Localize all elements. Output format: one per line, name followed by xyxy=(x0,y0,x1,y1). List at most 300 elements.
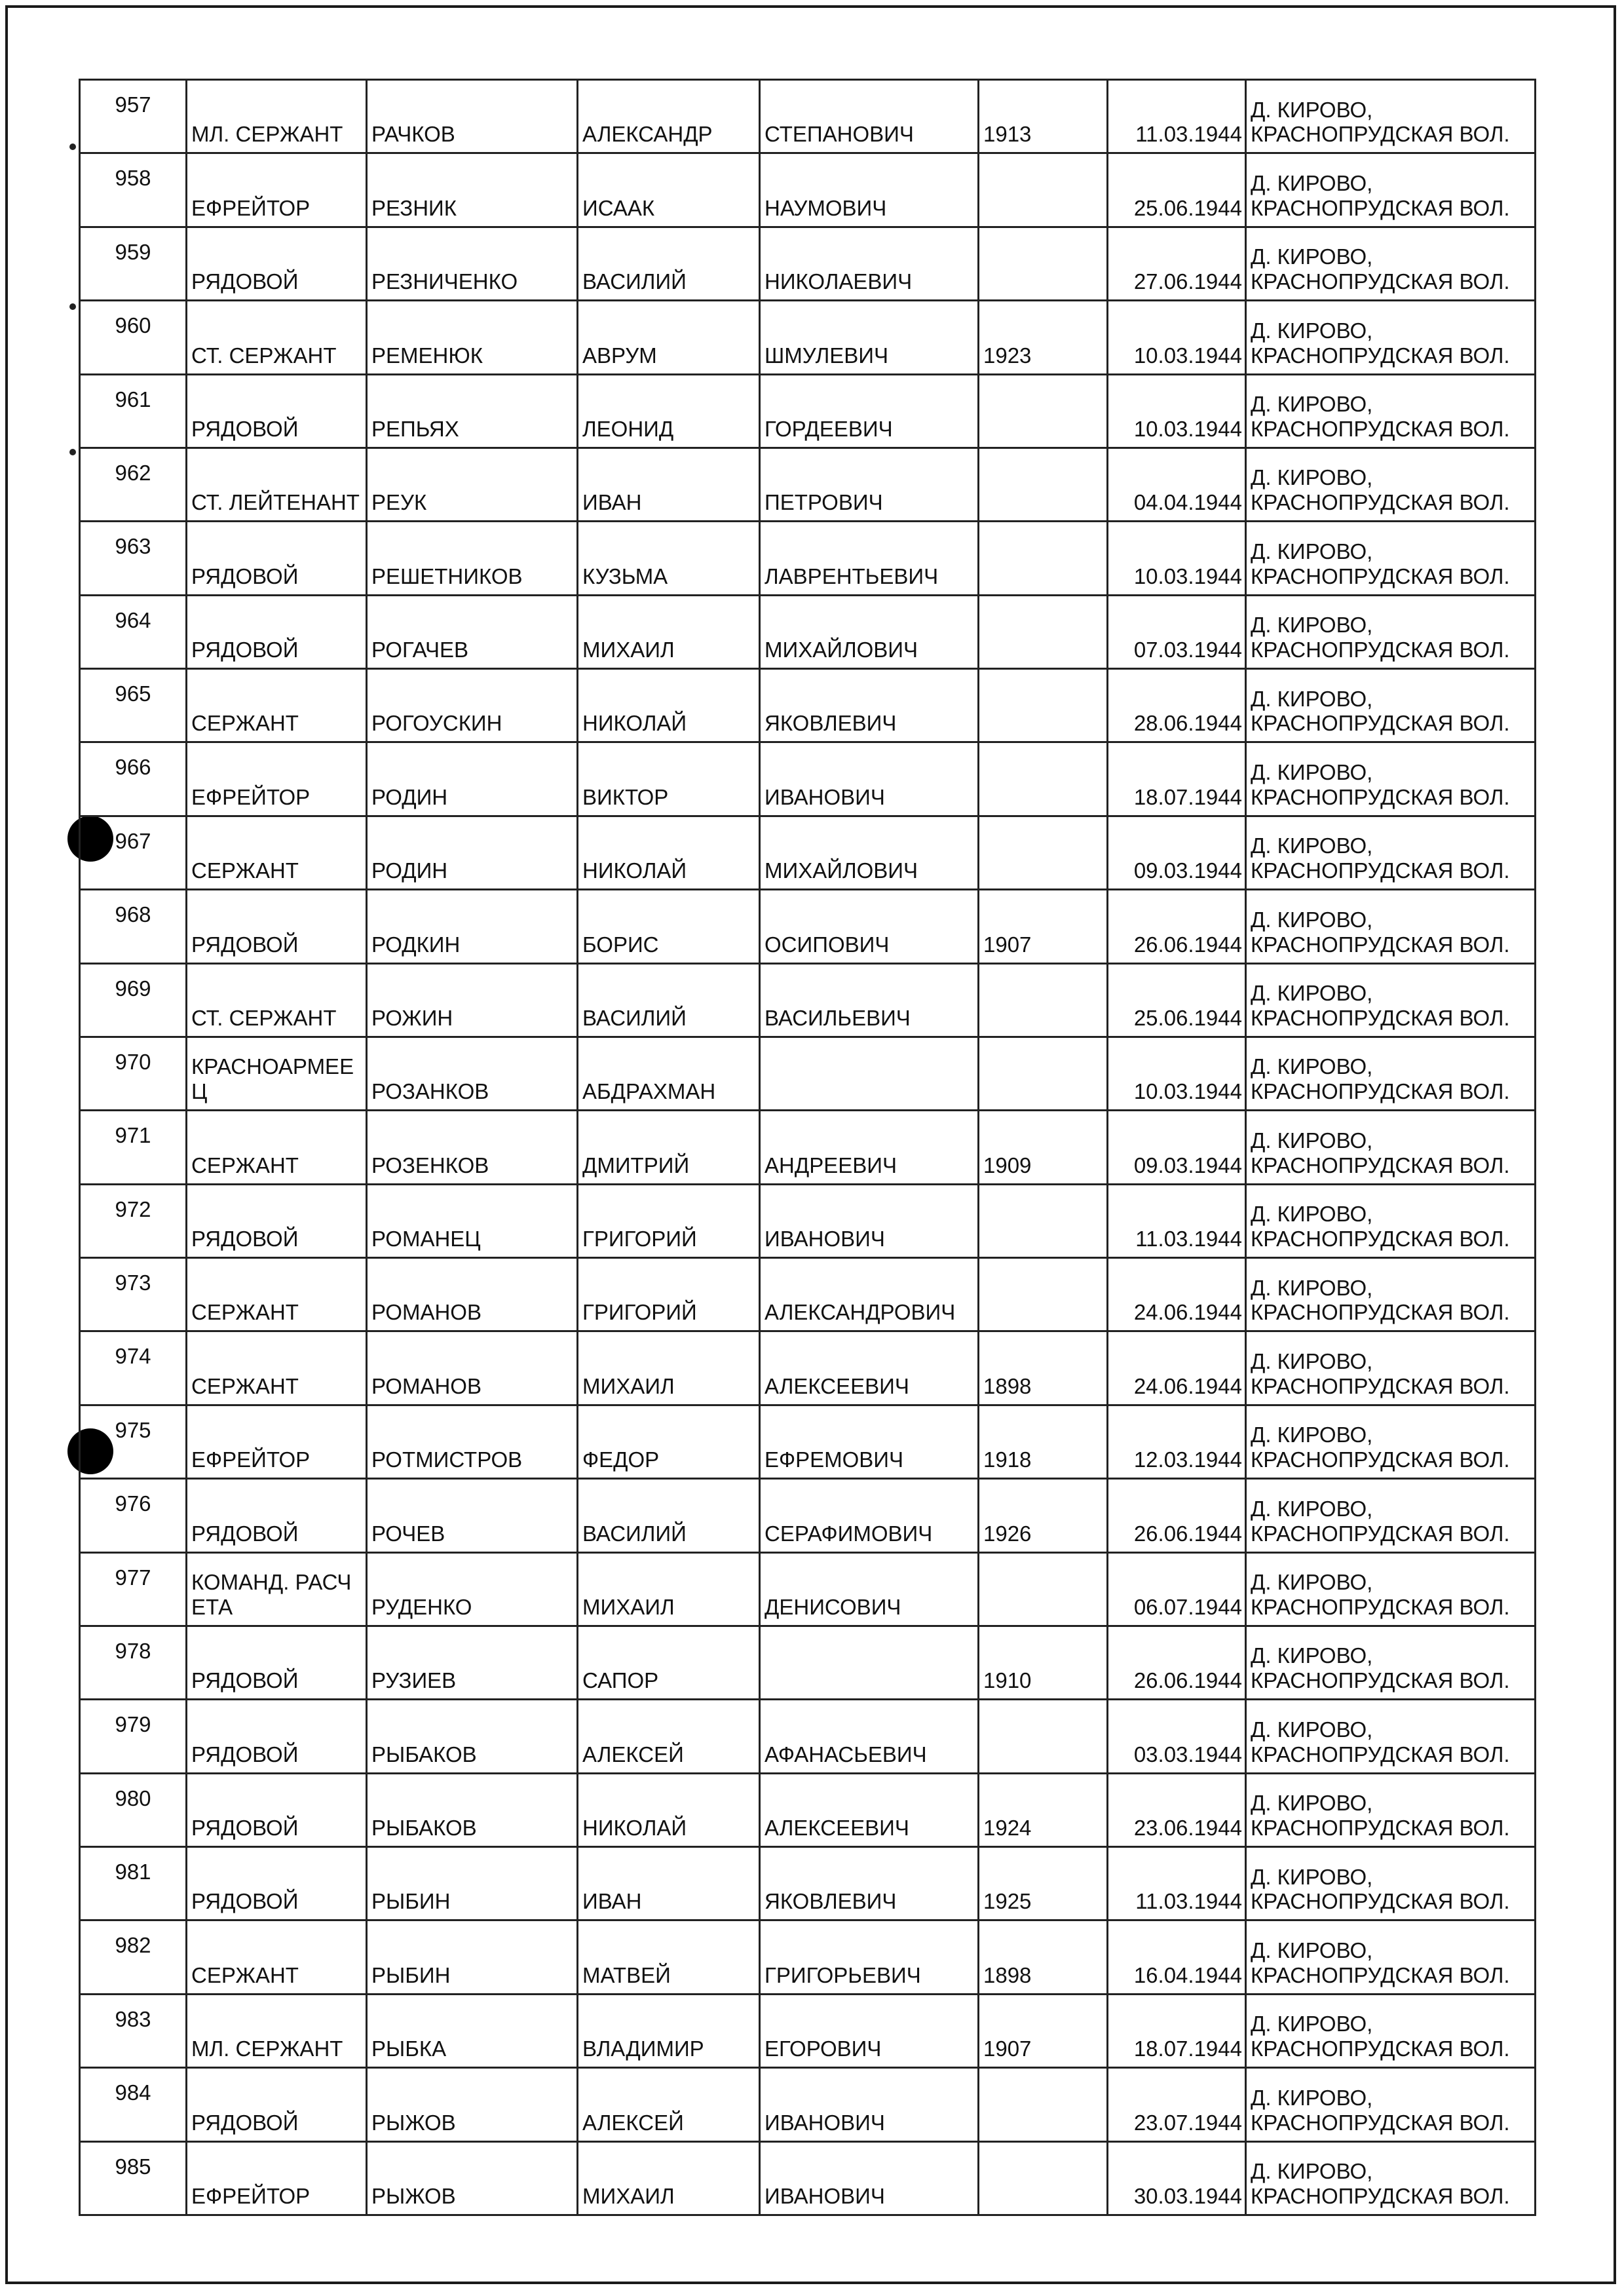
patronymic-cell: ЯКОВЛЕВИЧ xyxy=(760,669,979,742)
death-date-cell: 25.06.1944 xyxy=(1108,963,1246,1037)
patronymic-cell: АЛЕКСЕЕВИЧ xyxy=(760,1331,979,1405)
birth-year-cell: 1907 xyxy=(979,1994,1108,2067)
patronymic-cell: ИВАНОВИЧ xyxy=(760,2141,979,2215)
surname-cell: РЕМЕНЮК xyxy=(367,301,578,374)
surname-cell: РОЗАНКОВ xyxy=(367,1037,578,1110)
patronymic-cell: АНДРЕЕВИЧ xyxy=(760,1111,979,1184)
burial-volost: КРАСНОПРУДСКАЯ ВОЛ. xyxy=(1251,2110,1510,2135)
table-row xyxy=(80,522,1536,595)
first-name-cell: МИХАИЛ xyxy=(578,1552,760,1626)
burial-place-cell xyxy=(1246,153,1536,227)
death-date-cell: 10.03.1944 xyxy=(1108,522,1246,595)
burial-place-cell xyxy=(1246,448,1536,521)
death-date-cell: 30.03.1944 xyxy=(1108,2141,1246,2215)
burial-volost: КРАСНОПРУДСКАЯ ВОЛ. xyxy=(1251,343,1510,368)
death-date-cell: 24.06.1944 xyxy=(1108,1331,1246,1405)
birth-year-cell: 1898 xyxy=(979,1331,1108,1405)
table-row xyxy=(80,1847,1536,1920)
birth-year-cell xyxy=(979,742,1108,816)
first-name-cell: ВЛАДИМИР xyxy=(578,1994,760,2067)
burial-village: Д. КИРОВО, xyxy=(1251,465,1373,490)
burial-place-cell xyxy=(1246,1037,1536,1110)
birth-year-cell: 1923 xyxy=(979,301,1108,374)
burial-place-cell xyxy=(1246,963,1536,1037)
death-date-cell: 11.03.1944 xyxy=(1108,1184,1246,1257)
burial-volost: КРАСНОПРУДСКАЯ ВОЛ. xyxy=(1251,1962,1510,1987)
first-name-cell: АЛЕКСЕЙ xyxy=(578,2068,760,2141)
burial-village: Д. КИРОВО, xyxy=(1251,1643,1373,1668)
first-name-cell: АВРУМ xyxy=(578,301,760,374)
burial-place-cell xyxy=(1246,374,1536,448)
record-number-cell: 970 xyxy=(80,1037,187,1110)
patronymic-cell: ЕФРЕМОВИЧ xyxy=(760,1405,979,1478)
birth-year-cell xyxy=(979,1700,1108,1773)
patronymic-cell: ГОРДЕЕВИЧ xyxy=(760,374,979,448)
record-number-cell: 961 xyxy=(80,374,187,448)
burial-village: Д. КИРОВО, xyxy=(1251,759,1373,784)
surname-cell: РОЗЕНКОВ xyxy=(367,1111,578,1184)
patronymic-cell: ОСИПОВИЧ xyxy=(760,890,979,963)
burial-volost: КРАСНОПРУДСКАЯ ВОЛ. xyxy=(1251,784,1510,809)
military-rank-cell: КРАСНОАРМЕЕЦ xyxy=(187,1037,367,1110)
death-date-cell: 18.07.1944 xyxy=(1108,742,1246,816)
record-number-cell: 972 xyxy=(80,1184,187,1257)
military-rank-cell: СТ. СЕРЖАНТ xyxy=(187,301,367,374)
birth-year-cell: 1909 xyxy=(979,1111,1108,1184)
burial-place-cell xyxy=(1246,227,1536,300)
table-row xyxy=(80,2068,1536,2141)
patronymic-cell: ИВАНОВИЧ xyxy=(760,1184,979,1257)
first-name-cell: ЛЕОНИД xyxy=(578,374,760,448)
birth-year-cell xyxy=(979,2068,1108,2141)
military-rank-cell: РЯДОВОЙ xyxy=(187,522,367,595)
surname-cell: РОТМИСТРОВ xyxy=(367,1405,578,1478)
surname-cell: РЕПЬЯХ xyxy=(367,374,578,448)
birth-year-cell: 1918 xyxy=(979,1405,1108,1478)
table-row xyxy=(80,1405,1536,1478)
burial-village: Д. КИРОВО, xyxy=(1251,392,1373,416)
patronymic-cell: ШМУЛЕВИЧ xyxy=(760,301,979,374)
birth-year-cell: 1898 xyxy=(979,1920,1108,1994)
record-number-cell: 965 xyxy=(80,669,187,742)
patronymic-cell: ДЕНИСОВИЧ xyxy=(760,1552,979,1626)
table-row xyxy=(80,890,1536,963)
table-row xyxy=(80,1111,1536,1184)
burial-volost: КРАСНОПРУДСКАЯ ВОЛ. xyxy=(1251,1889,1510,1914)
first-name-cell: КУЗЬМА xyxy=(578,522,760,595)
burial-volost: КРАСНОПРУДСКАЯ ВОЛ. xyxy=(1251,269,1510,294)
record-number-cell: 985 xyxy=(80,2141,187,2215)
surname-cell: РЫБАКОВ xyxy=(367,1773,578,1846)
military-rank-cell: СЕРЖАНТ xyxy=(187,669,367,742)
first-name-cell: АБДРАХМАН xyxy=(578,1037,760,1110)
surname-cell: РЕУК xyxy=(367,448,578,521)
burial-volost: КРАСНОПРУДСКАЯ ВОЛ. xyxy=(1251,195,1510,220)
military-rank-cell: РЯДОВОЙ xyxy=(187,1700,367,1773)
record-number-cell: 977 xyxy=(80,1552,187,1626)
table-row xyxy=(80,2141,1536,2215)
patronymic-cell: ЛАВРЕНТЬЕВИЧ xyxy=(760,522,979,595)
military-rank-cell: МЛ. СЕРЖАНТ xyxy=(187,1994,367,2067)
military-rank-cell: МЛ. СЕРЖАНТ xyxy=(187,80,367,153)
surname-cell: РАЧКОВ xyxy=(367,80,578,153)
table-row xyxy=(80,227,1536,300)
burial-village: Д. КИРОВО, xyxy=(1251,244,1373,269)
burial-place-cell xyxy=(1246,742,1536,816)
burial-village: Д. КИРОВО, xyxy=(1251,833,1373,858)
burial-village: Д. КИРОВО, xyxy=(1251,1864,1373,1889)
first-name-cell: МАТВЕЙ xyxy=(578,1920,760,1994)
military-rank-cell: РЯДОВОЙ xyxy=(187,890,367,963)
military-rank-cell: РЯДОВОЙ xyxy=(187,1847,367,1920)
first-name-cell: ФЕДОР xyxy=(578,1405,760,1478)
table-row xyxy=(80,1700,1536,1773)
military-rank-cell: СТ. СЕРЖАНТ xyxy=(187,963,367,1037)
death-date-cell: 10.03.1944 xyxy=(1108,1037,1246,1110)
record-number-cell: 966 xyxy=(80,742,187,816)
burial-village: Д. КИРОВО, xyxy=(1251,1570,1373,1594)
patronymic-cell: АФАНАСЬЕВИЧ xyxy=(760,1700,979,1773)
military-rank-cell: СЕРЖАНТ xyxy=(187,1111,367,1184)
burial-village: Д. КИРОВО, xyxy=(1251,1496,1373,1521)
first-name-cell: АЛЕКСАНДР xyxy=(578,80,760,153)
surname-cell: РЫБИН xyxy=(367,1847,578,1920)
first-name-cell: ВАСИЛИЙ xyxy=(578,227,760,300)
patronymic-cell: НИКОЛАЕВИЧ xyxy=(760,227,979,300)
burial-volost: КРАСНОПРУДСКАЯ ВОЛ. xyxy=(1251,2184,1510,2209)
military-rank-cell: РЯДОВОЙ xyxy=(187,1626,367,1699)
surname-cell: РОЖИН xyxy=(367,963,578,1037)
death-date-cell: 28.06.1944 xyxy=(1108,669,1246,742)
burial-place-cell xyxy=(1246,1773,1536,1846)
death-date-cell: 10.03.1944 xyxy=(1108,301,1246,374)
record-number-cell: 963 xyxy=(80,522,187,595)
table-row xyxy=(80,669,1536,742)
burial-place-cell xyxy=(1246,1700,1536,1773)
table-row xyxy=(80,1479,1536,1552)
margin-tick xyxy=(69,449,76,455)
birth-year-cell xyxy=(979,374,1108,448)
table-row xyxy=(80,1258,1536,1331)
first-name-cell: ГРИГОРИЙ xyxy=(578,1184,760,1257)
surname-cell: РЫБАКОВ xyxy=(367,1700,578,1773)
burial-village: Д. КИРОВО, xyxy=(1251,613,1373,638)
surname-cell: РЫБИН xyxy=(367,1920,578,1994)
record-number-cell: 981 xyxy=(80,1847,187,1920)
surname-cell: РЫЖОВ xyxy=(367,2141,578,2215)
birth-year-cell: 1910 xyxy=(979,1626,1108,1699)
surname-cell: РОДКИН xyxy=(367,890,578,963)
patronymic-cell: ЕГОРОВИЧ xyxy=(760,1994,979,2067)
military-rank-cell: РЯДОВОЙ xyxy=(187,1479,367,1552)
death-date-cell: 18.07.1944 xyxy=(1108,1994,1246,2067)
burial-village: Д. КИРОВО, xyxy=(1251,1128,1373,1153)
military-rank-cell: РЯДОВОЙ xyxy=(187,595,367,668)
patronymic-cell: НАУМОВИЧ xyxy=(760,153,979,227)
burial-village: Д. КИРОВО, xyxy=(1251,1938,1373,1962)
burial-volost: КРАСНОПРУДСКАЯ ВОЛ. xyxy=(1251,1594,1510,1619)
record-number-cell: 964 xyxy=(80,595,187,668)
burial-place-cell xyxy=(1246,816,1536,889)
patronymic-cell xyxy=(760,1037,979,1110)
record-number-cell: 983 xyxy=(80,1994,187,2067)
surname-cell: РОЧЕВ xyxy=(367,1479,578,1552)
death-date-cell: 23.07.1944 xyxy=(1108,2068,1246,2141)
death-date-cell: 09.03.1944 xyxy=(1108,1111,1246,1184)
burial-volost: КРАСНОПРУДСКАЯ ВОЛ. xyxy=(1251,490,1510,515)
patronymic-cell xyxy=(760,1626,979,1699)
burial-village: Д. КИРОВО, xyxy=(1251,1275,1373,1300)
burial-place-cell xyxy=(1246,1111,1536,1184)
table-row xyxy=(80,1920,1536,1994)
first-name-cell: ВАСИЛИЙ xyxy=(578,963,760,1037)
burial-village: Д. КИРОВО, xyxy=(1251,2085,1373,2110)
first-name-cell: МИХАИЛ xyxy=(578,1331,760,1405)
record-number-cell: 984 xyxy=(80,2068,187,2141)
burial-village: Д. КИРОВО, xyxy=(1251,539,1373,563)
birth-year-cell xyxy=(979,153,1108,227)
burial-volost: КРАСНОПРУДСКАЯ ВОЛ. xyxy=(1251,638,1510,662)
table-row xyxy=(80,1552,1536,1626)
record-number-cell: 973 xyxy=(80,1258,187,1331)
margin-tick xyxy=(69,143,76,150)
birth-year-cell xyxy=(979,595,1108,668)
burial-village: Д. КИРОВО, xyxy=(1251,1348,1373,1373)
death-date-cell: 04.04.1944 xyxy=(1108,448,1246,521)
birth-year-cell xyxy=(979,1184,1108,1257)
birth-year-cell xyxy=(979,227,1108,300)
burial-place-cell xyxy=(1246,1479,1536,1552)
birth-year-cell: 1925 xyxy=(979,1847,1108,1920)
military-rank-cell: ЕФРЕЙТОР xyxy=(187,153,367,227)
burial-place-cell xyxy=(1246,1920,1536,1994)
first-name-cell: САПОР xyxy=(578,1626,760,1699)
first-name-cell: ДМИТРИЙ xyxy=(578,1111,760,1184)
surname-cell: РОДИН xyxy=(367,742,578,816)
record-number-cell: 982 xyxy=(80,1920,187,1994)
patronymic-cell: ПЕТРОВИЧ xyxy=(760,448,979,521)
margin-tick xyxy=(69,303,76,310)
registry-body xyxy=(80,80,1536,2215)
table-row xyxy=(80,374,1536,448)
record-number-cell: 957 xyxy=(80,80,187,153)
surname-cell: РЕЗНИК xyxy=(367,153,578,227)
patronymic-cell: СЕРАФИМОВИЧ xyxy=(760,1479,979,1552)
record-number-cell: 962 xyxy=(80,448,187,521)
first-name-cell: АЛЕКСЕЙ xyxy=(578,1700,760,1773)
burial-village: Д. КИРОВО, xyxy=(1251,97,1373,122)
death-date-cell: 11.03.1944 xyxy=(1108,1847,1246,1920)
burial-volost: КРАСНОПРУДСКАЯ ВОЛ. xyxy=(1251,858,1510,883)
military-rank-cell: ЕФРЕЙТОР xyxy=(187,1405,367,1478)
birth-year-cell xyxy=(979,816,1108,889)
burial-volost: КРАСНОПРУДСКАЯ ВОЛ. xyxy=(1251,2036,1510,2061)
table-row xyxy=(80,153,1536,227)
military-rank-cell: СЕРЖАНТ xyxy=(187,816,367,889)
burial-place-cell xyxy=(1246,1847,1536,1920)
burial-village: Д. КИРОВО, xyxy=(1251,2012,1373,2036)
patronymic-cell: МИХАЙЛОВИЧ xyxy=(760,595,979,668)
surname-cell: РУДЕНКО xyxy=(367,1552,578,1626)
record-number-cell: 974 xyxy=(80,1331,187,1405)
death-date-cell: 26.06.1944 xyxy=(1108,890,1246,963)
birth-year-cell: 1907 xyxy=(979,890,1108,963)
surname-cell: РЫЖОВ xyxy=(367,2068,578,2141)
record-number-cell: 960 xyxy=(80,301,187,374)
burial-place-cell xyxy=(1246,1331,1536,1405)
burial-volost: КРАСНОПРУДСКАЯ ВОЛ. xyxy=(1251,1447,1510,1472)
record-number-cell: 975 xyxy=(80,1405,187,1478)
birth-year-cell: 1913 xyxy=(979,80,1108,153)
table-row xyxy=(80,963,1536,1037)
patronymic-cell: ВАСИЛЬЕВИЧ xyxy=(760,963,979,1037)
burial-village: Д. КИРОВО, xyxy=(1251,318,1373,343)
burial-volost: КРАСНОПРУДСКАЯ ВОЛ. xyxy=(1251,711,1510,736)
patronymic-cell: АЛЕКСАНДРОВИЧ xyxy=(760,1258,979,1331)
patronymic-cell: ИВАНОВИЧ xyxy=(760,742,979,816)
burial-village: Д. КИРОВО, xyxy=(1251,1791,1373,1816)
burial-volost: КРАСНОПРУДСКАЯ ВОЛ. xyxy=(1251,1373,1510,1398)
first-name-cell: ВИКТОР xyxy=(578,742,760,816)
surname-cell: РЕШЕТНИКОВ xyxy=(367,522,578,595)
first-name-cell: НИКОЛАЙ xyxy=(578,1773,760,1846)
military-rank-cell: СЕРЖАНТ xyxy=(187,1920,367,1994)
record-number-cell: 958 xyxy=(80,153,187,227)
burial-village: Д. КИРОВО, xyxy=(1251,907,1373,932)
first-name-cell: НИКОЛАЙ xyxy=(578,816,760,889)
burial-village: Д. КИРОВО, xyxy=(1251,2159,1373,2184)
death-date-cell: 09.03.1944 xyxy=(1108,816,1246,889)
first-name-cell: НИКОЛАЙ xyxy=(578,669,760,742)
table-row xyxy=(80,1773,1536,1846)
birth-year-cell xyxy=(979,963,1108,1037)
record-number-cell: 969 xyxy=(80,963,187,1037)
table-row xyxy=(80,1331,1536,1405)
registry-table xyxy=(79,79,1536,2216)
burial-place-cell xyxy=(1246,1184,1536,1257)
record-number-cell: 979 xyxy=(80,1700,187,1773)
burial-village: Д. КИРОВО, xyxy=(1251,686,1373,711)
table-row xyxy=(80,816,1536,889)
birth-year-cell xyxy=(979,1552,1108,1626)
first-name-cell: МИХАИЛ xyxy=(578,2141,760,2215)
burial-place-cell xyxy=(1246,1994,1536,2067)
military-rank-cell: КОМАНД. РАСЧЕТА xyxy=(187,1552,367,1626)
burial-volost: КРАСНОПРУДСКАЯ ВОЛ. xyxy=(1251,1521,1510,1546)
death-date-cell: 10.03.1944 xyxy=(1108,374,1246,448)
burial-volost: КРАСНОПРУДСКАЯ ВОЛ. xyxy=(1251,1816,1510,1841)
birth-year-cell: 1926 xyxy=(979,1479,1108,1552)
death-date-cell: 25.06.1944 xyxy=(1108,153,1246,227)
table-row xyxy=(80,448,1536,521)
table-row xyxy=(80,1994,1536,2067)
burial-volost: КРАСНОПРУДСКАЯ ВОЛ. xyxy=(1251,1668,1510,1693)
first-name-cell: ГРИГОРИЙ xyxy=(578,1258,760,1331)
burial-village: Д. КИРОВО, xyxy=(1251,1717,1373,1742)
table-row xyxy=(80,742,1536,816)
patronymic-cell: ИВАНОВИЧ xyxy=(760,2068,979,2141)
burial-place-cell xyxy=(1246,1552,1536,1626)
burial-place-cell xyxy=(1246,1405,1536,1478)
military-rank-cell: РЯДОВОЙ xyxy=(187,1773,367,1846)
burial-place-cell xyxy=(1246,80,1536,153)
death-date-cell: 23.06.1944 xyxy=(1108,1773,1246,1846)
birth-year-cell xyxy=(979,2141,1108,2215)
burial-volost: КРАСНОПРУДСКАЯ ВОЛ. xyxy=(1251,932,1510,957)
death-date-cell: 06.07.1944 xyxy=(1108,1552,1246,1626)
table-row xyxy=(80,595,1536,668)
burial-village: Д. КИРОВО, xyxy=(1251,981,1373,1005)
surname-cell: РЫБКА xyxy=(367,1994,578,2067)
burial-village: Д. КИРОВО, xyxy=(1251,1054,1373,1079)
military-rank-cell: РЯДОВОЙ xyxy=(187,1184,367,1257)
patronymic-cell: ЯКОВЛЕВИЧ xyxy=(760,1847,979,1920)
military-rank-cell: РЯДОВОЙ xyxy=(187,227,367,300)
record-number-cell: 959 xyxy=(80,227,187,300)
military-rank-cell: ЕФРЕЙТОР xyxy=(187,2141,367,2215)
burial-place-cell xyxy=(1246,1626,1536,1699)
death-date-cell: 27.06.1944 xyxy=(1108,227,1246,300)
patronymic-cell: МИХАЙЛОВИЧ xyxy=(760,816,979,889)
military-rank-cell: ЕФРЕЙТОР xyxy=(187,742,367,816)
patronymic-cell: ГРИГОРЬЕВИЧ xyxy=(760,1920,979,1994)
death-date-cell: 26.06.1944 xyxy=(1108,1479,1246,1552)
burial-volost: КРАСНОПРУДСКАЯ ВОЛ. xyxy=(1251,1079,1510,1104)
death-date-cell: 03.03.1944 xyxy=(1108,1700,1246,1773)
death-date-cell: 24.06.1944 xyxy=(1108,1258,1246,1331)
surname-cell: РЕЗНИЧЕНКО xyxy=(367,227,578,300)
military-rank-cell: СЕРЖАНТ xyxy=(187,1331,367,1405)
first-name-cell: БОРИС xyxy=(578,890,760,963)
birth-year-cell xyxy=(979,669,1108,742)
birth-year-cell xyxy=(979,522,1108,595)
military-rank-cell: РЯДОВОЙ xyxy=(187,374,367,448)
death-date-cell: 12.03.1944 xyxy=(1108,1405,1246,1478)
burial-place-cell xyxy=(1246,301,1536,374)
surname-cell: РОМАНОВ xyxy=(367,1258,578,1331)
birth-year-cell xyxy=(979,1258,1108,1331)
table-row xyxy=(80,1184,1536,1257)
burial-volost: КРАСНОПРУДСКАЯ ВОЛ. xyxy=(1251,1227,1510,1251)
table-row xyxy=(80,1037,1536,1110)
table-row xyxy=(80,80,1536,153)
burial-place-cell xyxy=(1246,522,1536,595)
burial-village: Д. КИРОВО, xyxy=(1251,1202,1373,1227)
record-number-cell: 971 xyxy=(80,1111,187,1184)
burial-place-cell xyxy=(1246,2141,1536,2215)
death-date-cell: 26.06.1944 xyxy=(1108,1626,1246,1699)
surname-cell: РОДИН xyxy=(367,816,578,889)
record-number-cell: 976 xyxy=(80,1479,187,1552)
surname-cell: РОГАЧЕВ xyxy=(367,595,578,668)
surname-cell: РОМАНОВ xyxy=(367,1331,578,1405)
military-rank-cell: РЯДОВОЙ xyxy=(187,2068,367,2141)
surname-cell: РУЗИЕВ xyxy=(367,1626,578,1699)
burial-place-cell xyxy=(1246,2068,1536,2141)
record-number-cell: 978 xyxy=(80,1626,187,1699)
table-row xyxy=(80,301,1536,374)
record-number-cell: 967 xyxy=(80,816,187,889)
burial-volost: КРАСНОПРУДСКАЯ ВОЛ. xyxy=(1251,563,1510,588)
first-name-cell: ВАСИЛИЙ xyxy=(578,1479,760,1552)
birth-year-cell xyxy=(979,1037,1108,1110)
burial-place-cell xyxy=(1246,595,1536,668)
burial-place-cell xyxy=(1246,669,1536,742)
death-date-cell: 16.04.1944 xyxy=(1108,1920,1246,1994)
burial-village: Д. КИРОВО, xyxy=(1251,170,1373,195)
burial-volost: КРАСНОПРУДСКАЯ ВОЛ. xyxy=(1251,1005,1510,1030)
first-name-cell: ИСААК xyxy=(578,153,760,227)
